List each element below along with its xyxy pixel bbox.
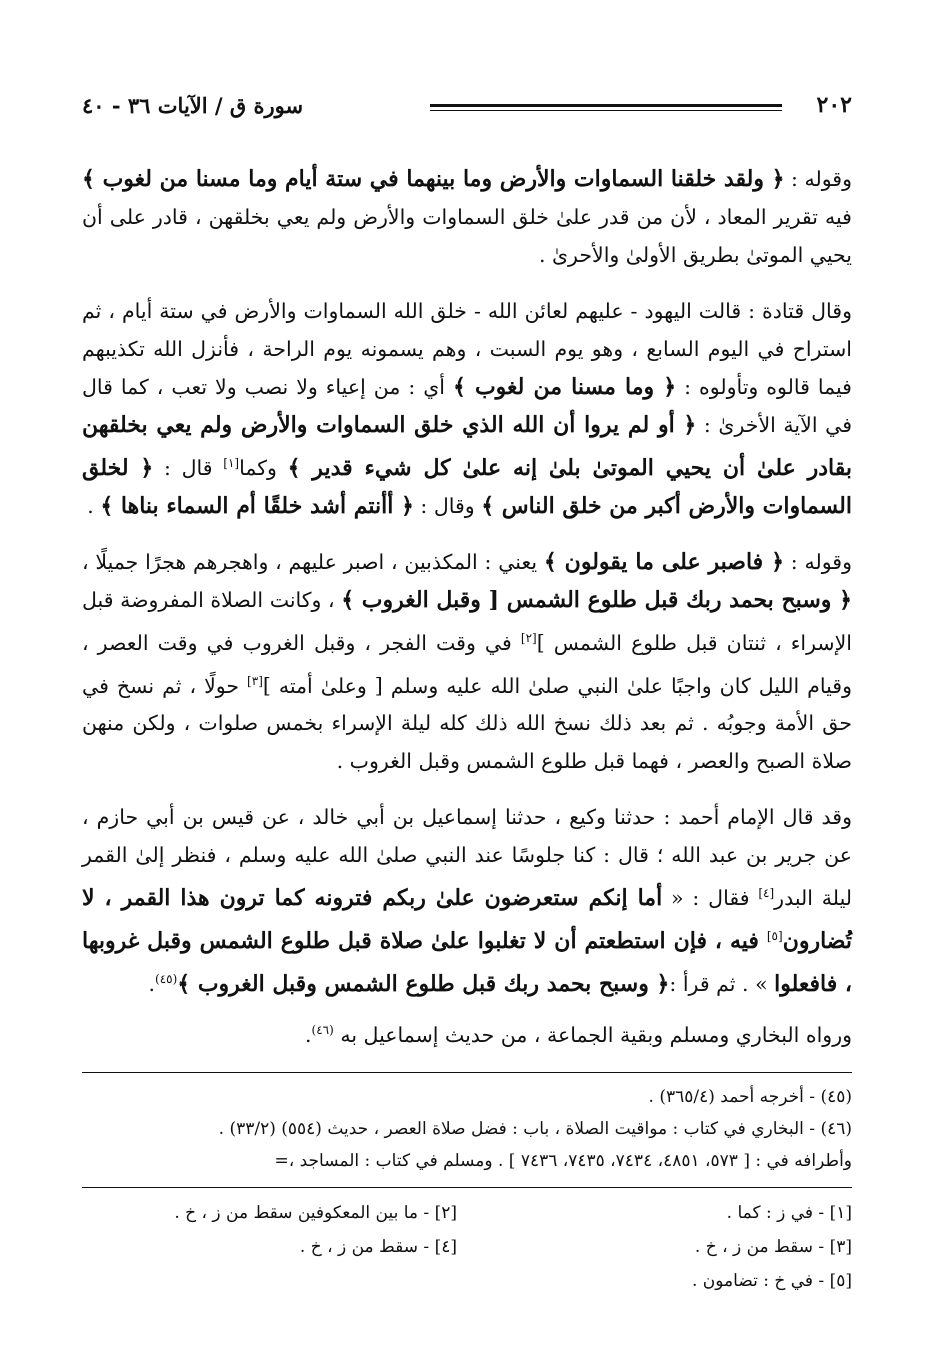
hadith-text: فيه ، فإن استطعتم أن لا تغلبوا علىٰ صلاة قبل طلوع الشمس وقبل غروبها ، فافعلوا (82, 928, 852, 997)
surah-title: سورة ق / الآيات ٣٦ - ٤٠ (82, 92, 304, 118)
reference-marker: (٤٦) (311, 1022, 334, 1037)
footnote-marker: [٤] (758, 886, 775, 901)
footnote-marker: [١] (223, 456, 240, 470)
page-number: ٢٠٢ (816, 92, 852, 118)
variant-note-1: [١] - في ز : كما . (726, 1202, 852, 1223)
footnote-marker: [٣] (247, 673, 263, 688)
hadith-text: أما إنكم ستعرضون علىٰ ربكم فترونه كما ترون هذا القمر ، لا تُضارون (82, 885, 852, 955)
reference-marker: (٤٥) (155, 972, 178, 987)
page (82, 88, 852, 1298)
footnotes-section (82, 1072, 852, 1177)
paragraph-4: وقد قال الإمام أحمد : حدثنا وكيع ، حدثنا إسماعيل بن أبي خالد ، عن قيس بن أبي حازم ، عن جرير بن عبد الله ؛ قال : كنا جلوسًا عند النبي صلىٰ الله عليه وسلم ، فنظر إلىٰ القمر ليلة البدر[٤] فقال : « أما إنكم ستعرضون علىٰ ربكم فترونه كما ترون هذا القمر ، لا تُضارون[٥] فيه ، فإن استطعتم أن لا تغلبوا علىٰ صلاة قبل طلوع الشمس وقبل غروبها ، فافعلوا » . ثم قرأ :﴿ وسبح بحمد ربك قبل طلوع الشمس وقبل الغروب ﴾$^{(٤٥)}$. (82, 805, 853, 997)
variant-note-2: [٢] - ما بين المعكوفين سقط من ز ، خ . (174, 1202, 457, 1223)
paragraph-5: ورواه البخاري ومسلم وبقية الجماعة ، من حديث إسماعيل به $^{(٤٦)}$. (305, 1022, 852, 1047)
variant-notes (82, 1187, 852, 1298)
footnote-46-continued: وأطرافه في : [ ٥٧٣، ٤٨٥١، ٧٤٣٤، ٧٤٣٥، ٧٤٣٦ ] . ومسلم في كتاب : المساجد ،= (274, 1150, 852, 1171)
paragraph-2: وقال قتادة : قالت اليهود - عليهم لعائن الله - خلق الله السماوات والأرض في ستة أيام ، ثم استراح في اليوم السابع ، وهو يوم السبت ، وهم يسمونه يوم الراحة ، فأنزل الله تكذيبهم فيما قالوه وتأولوه : ﴿ وما مسنا من لغوب ﴾ أي : من إعياء ولا نصب ولا تعب ، كما قال في الآية الأخرىٰ : ﴿ أو لم يروا أن الله الذي خلق السماوات والأرض ولم يعي بخلقهن بقادر علىٰ أن يحيي الموتىٰ بلىٰ إنه علىٰ كل شيء قدير ﴾ وكما[١] قال : ﴿ لخلق السماوات والأرض أكبر من خلق الناس ﴾ وقال : ﴿ أأنتم أشد خلقًا أم السماء بناها ﴾ . (82, 299, 852, 519)
quran-verse: ﴿ وسبح بحمد ربك قبل طلوع الشمس وقبل الغروب ﴾ (177, 970, 670, 997)
footnote-marker: [٢] (520, 630, 537, 645)
quran-verse: ﴿ ولقد خلقنا السماوات والأرض وما بينهما في ستة أيام وما مسنا من لغوب ﴾ (82, 166, 785, 192)
quran-verse: ﴿ أو لم يروا أن الله الذي خلق السماوات والأرض ولم يعي بخلقهن بقادر علىٰ أن يحيي الموتىٰ بلىٰ إنه علىٰ كل شيء قدير ﴾ (82, 412, 852, 481)
header-rule (430, 104, 782, 107)
quran-verse: ﴿ وما مسنا من لغوب ﴾ (452, 374, 677, 400)
quran-verse: ﴿ لخلق السماوات والأرض أكبر من خلق الناس ﴾ (82, 454, 852, 519)
footnote-46: (٤٦) - البخاري في كتاب : مواقيت الصلاة ، باب : فضل صلاة العصر ، حديث (٥٥٤) (٣٣/٢) . (218, 1118, 852, 1139)
page-header (82, 88, 852, 122)
paragraph-3: وقوله : ﴿ فاصبر على ما يقولون ﴾ يعني : المكذبين ، اصبر عليهم ، واهجرهم هجرًا جميلًا ، ﴿ وسبح بحمد ربك قبل طلوع الشمس [ وقبل الغروب ﴾ ، وكانت الصلاة المفروضة قبل الإسراء ، ثنتان قبل طلوع الشمس ][٢] في وقت الفجر ، وقبل الغروب في وقت العصر ، وقيام الليل كان واجبًا علىٰ النبي صلىٰ الله عليه وسلم [ وعلىٰ أمته ][٣] حولًا ، ثم نسخ في حق الأمة وجوبُه . ثم بعد ذلك نسخ الله ذلك كله ليلة الإسراء بخمس صلوات ، ولكن منهن صلاة الصبح والعصر ، فهما قبل طلوع الشمس وقبل الغروب . (82, 548, 853, 774)
footnote-marker: [٥] (766, 929, 783, 944)
footnote-45: (٤٥) - أخرجه أحمد (٣٦٥/٤) . (648, 1086, 852, 1107)
paragraph-1: وقوله : ﴿ ولقد خلقنا السماوات والأرض وما بينهما في ستة أيام وما مسنا من لغوب ﴾ فيه تقرير المعاد ، لأن من قدر علىٰ خلق السماوات والأرض ولم يعي بخلقهن ، قادر على أن يحيي الموتىٰ بطريق الأولىٰ والأحرىٰ . (82, 166, 853, 267)
variant-note-3: [٣] - سقط من ز ، خ . (694, 1236, 852, 1257)
header-rule-thin (430, 110, 782, 111)
quran-verse: ﴿ وسبح بحمد ربك قبل طلوع الشمس [ وقبل الغروب ﴾ (341, 586, 852, 613)
variant-note-4: [٤] - سقط من ز ، خ . (299, 1236, 457, 1257)
quran-verse: ﴿ فاصبر على ما يقولون ﴾ (543, 548, 785, 575)
variant-note-5: [٥] - في خ : تضامون . (691, 1270, 852, 1291)
quran-verse: ﴿ أأنتم أشد خلقًا أم السماء بناها ﴾ (100, 492, 414, 519)
